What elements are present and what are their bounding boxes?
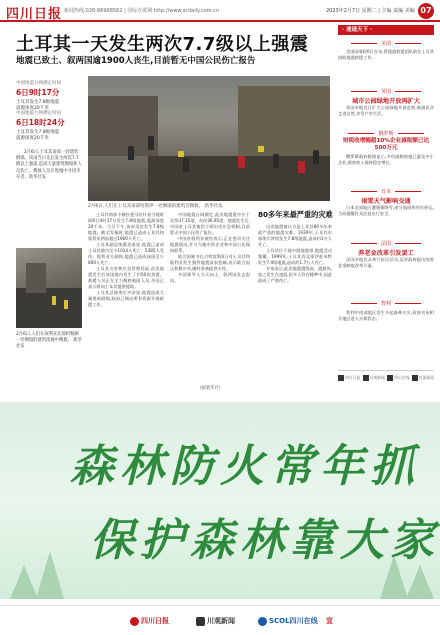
article-source: (据新华社)	[200, 386, 221, 391]
time-box-label: 中国地震台网测定时间	[16, 81, 61, 86]
news-region-label: 法国	[338, 240, 434, 247]
news-brief-title[interactable]: 雨雪天气影响交通	[361, 198, 411, 205]
page-title: 土耳其一天发生两次7.7级以上强震	[16, 34, 309, 55]
poster-slogan-line-2: 保护森林靠大家	[90, 515, 440, 566]
secondary-photo-caption: 2月6日,人们在叙利亚北部阿勒颇一处倒塌的建筑废墟中搜救。 新华社发	[16, 332, 82, 350]
right-column-header: · 速递天下 ·	[338, 25, 434, 35]
main-photo	[88, 76, 330, 201]
news-region-label: 美国	[338, 40, 434, 47]
article-paragraph: 中国驻叙利亚使馆表示,正在密切关注地震情况,并与当地中资企业和中国公民保持联系。	[170, 236, 250, 253]
masthead	[0, 0, 440, 22]
article-paragraph: 土耳其南部卡赫拉曼马拉什省当地时间6日4时17分发生7.8级地震,震源深度20千米。当日下午,该省再次发生7.8级地震。截至发稿时,地震已造成土耳其和叙利亚两国超过1900人死亡。	[88, 212, 164, 241]
secondary-photo	[16, 248, 82, 328]
article-paragraph: 中国地震台网测定,此次地震震中位于北纬37.15度、东经36.95度。地震发生后,中国驻土耳其使馆立即启动应急机制,目前暂无中国公民伤亡报告。	[170, 212, 250, 235]
issue-date: 2023年2月7日 星期二 | 主编 责编 美编	[326, 8, 415, 14]
sichuan-daily-logo-icon	[130, 617, 139, 626]
article-paragraph: 多国领导人当天向土、叙两国发去慰问。	[170, 272, 250, 283]
time-box-label: 中国地震台网测定时间	[16, 111, 61, 116]
news-region-label: 日本	[338, 188, 434, 195]
time-box-sub: 土耳其发生7.8级地震	[16, 100, 60, 105]
news-brief-title[interactable]: 城市公园绿地开放再扩大	[351, 98, 421, 105]
time-box-1	[16, 80, 82, 111]
article-paragraph: 土耳其副总统奥克泰说,地震已造成土耳其境内至少1014人死亡、5385人受伤。叙利亚方面称,地震已造成该国至少800人死亡。	[88, 242, 164, 265]
mid-article-body	[258, 224, 332, 284]
scol-logo-icon	[258, 617, 267, 626]
qr-label[interactable]: 封面新闻	[412, 371, 434, 384]
news-region-label: 俄罗斯	[338, 130, 434, 137]
article-paragraph: 土耳其灾害和应急管理局说,首次地震发生后该国境内发生了约50次余震。救援人员正在全力搜救被困人员,多国已表示将向土耳其提供援助。	[88, 266, 164, 289]
news-brief-title[interactable]: 养老金改革引发罢工	[358, 250, 414, 257]
time-box-extra: 震源深度20千米	[16, 136, 49, 141]
time-box-sub: 土耳其发生7.8级地震	[16, 130, 60, 135]
news-brief-text: 智利中南部地区发生多起森林火灾,政府宣布相关地区进入灾难状态。	[338, 310, 434, 321]
news-brief-text: 俄罗斯政府数据显示,多项减税措施已惠及中小企业,税收收入保持稳定增长。	[338, 154, 434, 165]
qr-code-row	[338, 370, 434, 384]
news-brief-title[interactable]: 财税收增幅超10%企业减税额已达500万元	[342, 138, 430, 151]
main-photo-caption: 2月6日,人们在土耳其南部哈塔伊一处倒塌的建筑旁搜救。 新华社发	[88, 204, 223, 209]
article-paragraph: 这次地震被认为是土耳其80多年来最严重的地震灾难。1939年,土耳其东部埃尔津詹发生7.8级地震,造成约3万人死亡。	[258, 224, 332, 247]
news-region-label: 英国	[338, 88, 434, 95]
time-box-value: 6日9时17分	[16, 88, 60, 97]
forest-fire-poster	[0, 402, 440, 599]
masthead-info: 新闻热线:028-86968562 | 国际互联网 http://www.scdaily.com.cn	[64, 8, 220, 14]
article-column-2	[170, 212, 250, 284]
time-box-extra: 震源深度20千米	[16, 106, 49, 111]
footer-brand-sichuan-daily[interactable]: 四川日报	[130, 616, 169, 626]
page-subtitle: 地震已致土、叙两国逾1900人丧生,目前暂无中国公民伤亡报告	[16, 56, 256, 66]
poster-slogan-line-1: 森林防火常年抓	[70, 441, 420, 492]
time-box-2	[16, 110, 82, 141]
article-column-1	[88, 212, 164, 308]
page-number: 07	[418, 3, 434, 19]
chuanguan-logo-icon	[196, 617, 205, 626]
mid-article-title: 80多年来最严重的灾难	[258, 210, 333, 219]
time-box-value: 6日18时24分	[16, 118, 65, 127]
news-brief-text: 美国国务院6日宣布,将派遣救援团队前往土耳其协助地震救援工作。	[338, 49, 434, 60]
newspaper-logo[interactable]: 四川日报	[6, 7, 63, 22]
footer-brand-scol[interactable]: SCOL四川在线	[258, 616, 318, 626]
qr-label[interactable]: 四川在线	[387, 371, 409, 384]
qr-label[interactable]: 四川日报	[338, 371, 360, 384]
article-paragraph: 土耳其位于地中海地震带,地震活动频繁。1999年,土耳其西北部伊兹米特发生7.4级地震,造成约1.7万人死亡。	[258, 248, 332, 265]
qr-label[interactable]: 川观新闻	[363, 371, 385, 384]
article-paragraph: 专家表示,此次地震震级高、震源浅,加之发生在凌晨,很多人仍在睡梦中,因此造成了严重伤亡。	[258, 266, 332, 283]
news-brief-text: 日本北部地区遭遇强降雪,部分航班和列车停运,当局提醒民众注意出行安全。	[338, 205, 434, 216]
news-brief-text: 法国多地民众举行抗议活动,反对政府提出的养老金制度改革方案。	[338, 257, 434, 268]
footer-brand-bar	[0, 605, 440, 635]
article-paragraph: 土耳其总统埃尔多安说,地震造成大量建筑倒塌,政府已调动所有资源开展救援工作。	[88, 290, 164, 307]
side-note: 2月6日,土耳其南部一处建筑倒塌。该国当日先后发生两次7.7级以上强震,造成大量建筑倒塌和人员伤亡。搜救人员在废墟中寻找幸存者。新华社发	[16, 150, 82, 180]
footer-brand-extra: 宣	[326, 617, 333, 625]
news-region-label: 智利	[338, 300, 434, 307]
footer-brand-chuanguan[interactable]: 川观新闻	[196, 616, 235, 626]
news-brief-text: 英国多地近日扩大公园绿地开放范围,鼓励民众走进自然,享受户外生活。	[338, 105, 434, 116]
article-paragraph: 联合国秘书长古特雷斯6日对土耳其和叙利亚发生强烈地震深表悲痛,表示联合国正积极应对,随时准备提供支持。	[170, 254, 250, 271]
